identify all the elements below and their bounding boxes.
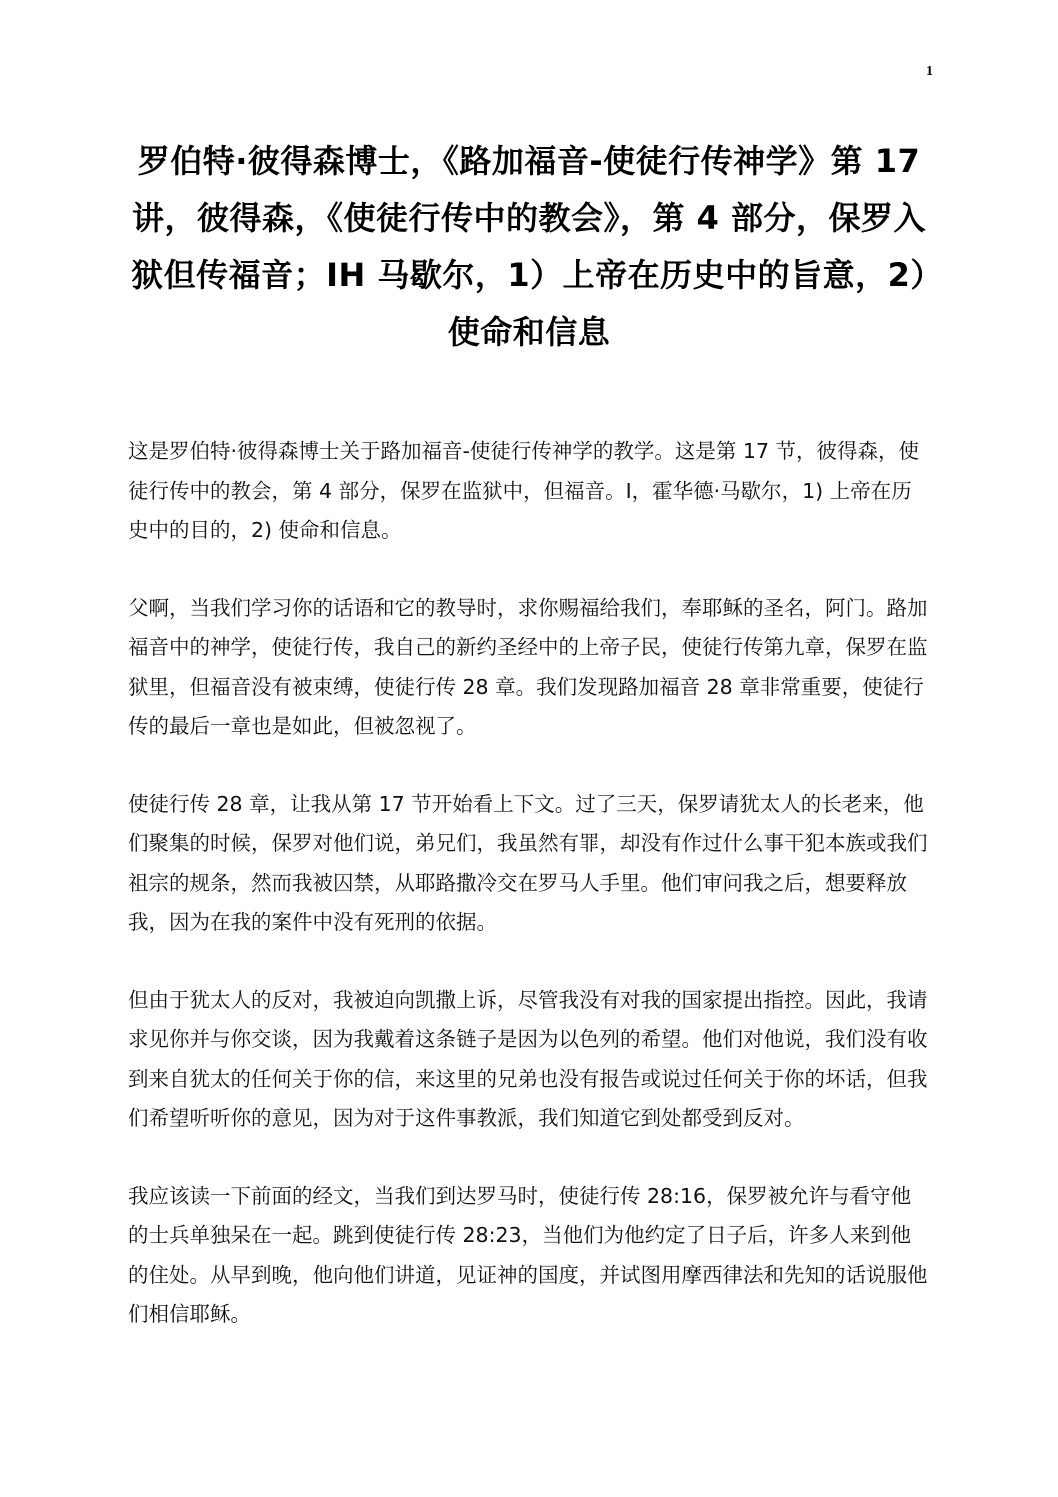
paragraph-appeal-to-caesar: 但由于犹太人的反对，我被迫向凯撒上诉，尽管我没有对我的国家提出指控。因此，我请求见你并与你交谈，因为我戴着这条链子是因为以色列的希望。他们对他说，我们没有收到来自犹太的任何关于你的信，来这里的兄弟也没有报告或说过任何关于你的坏话，但我们希望听听你的意见，因为对于这件事教派，我们知道它到处都受到反对。 (128, 987, 928, 1130)
paragraph-acts-28-16-23: 我应该读一下前面的经文，当我们到达罗马时，使徒行传 28:16，保罗被允许与看守他的士兵单独呆在一起。跳到使徒行传 28:23，当他们为他约定了日子后，许多人来到他的住处。从早到晚，他向他们讲道，见证神的国度，并试图用摩西律法和先知的话说服他们相信耶稣。 (128, 1183, 928, 1326)
paragraph-acts-28-17: 使徒行传 28 章，让我从第 17 节开始看上下文。过了三天，保罗请犹太人的长老来，他们聚集的时候，保罗对他们说，弟兄们，我虽然有罪，却没有作过什么事干犯本族或我们祖宗的规条，然而我被囚禁，从耶路撒冷交在罗马人手里。他们审问我之后，想要释放我，因为在我的案件中没有死刑的依据。 (128, 791, 928, 934)
paragraph-prayer: 父啊，当我们学习你的话语和它的教导时，求你赐福给我们，奉耶稣的圣名，阿门。路加福音中的神学，使徒行传，我自己的新约圣经中的上帝子民，使徒行传第九章，保罗在监狱里，但福音没有被束缚，使徒行传 28 章。我们发现路加福音 28 章非常重要，使徒行传的最后一章也是如此，但被忽视了。 (128, 595, 928, 738)
page-number: 1 (926, 64, 933, 79)
paragraph-intro: 这是罗伯特·彼得森博士关于路加福音-使徒行传神学的教学。这是第 17 节，彼得森，使徒行传中的教会，第 4 部分，保罗在监狱中，但福音。I，霍华德·马歇尔，1) 上帝在历史中的目的，2) 使命和信息。 (128, 439, 920, 542)
document-title: 罗伯特·彼得森博士，《路加福音-使徒行传神学》第 17 讲，彼得森，《使徒行传中的教会》，第 4 部分，保罗入狱但传福音；IH 马歇尔，1）上帝在历史中的旨意，2）使命和信息 (131, 142, 927, 351)
document-body (128, 432, 928, 1373)
